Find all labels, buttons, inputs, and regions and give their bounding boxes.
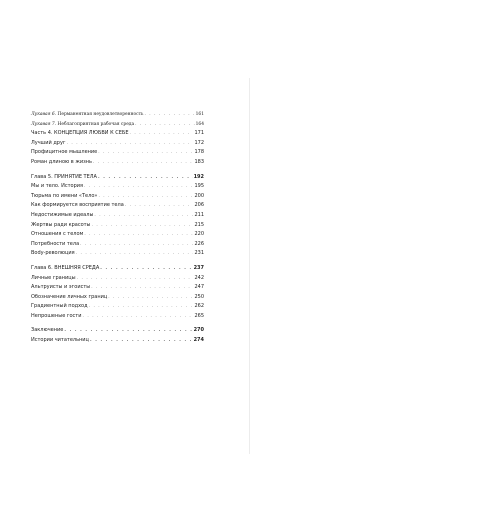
toc-entry-title: Личные границы (31, 274, 76, 281)
toc-leader-dots (67, 141, 194, 145)
toc-leader-dots (90, 338, 193, 342)
toc-leader-dots (64, 328, 192, 332)
toc-leader-dots (98, 175, 193, 179)
toc-entry-title-text: Неблагоприятная рабочая среда (57, 121, 135, 127)
toc-page-number: 172 (194, 139, 204, 146)
toc-page-number: 206 (194, 202, 204, 209)
toc-page-number: 231 (194, 250, 204, 257)
toc-page-number: 164 (195, 121, 204, 127)
toc-page-number: 247 (194, 284, 204, 291)
toc-leader-dots (144, 112, 194, 116)
toc-leader-dots (93, 160, 193, 164)
toc-page-number: 226 (194, 240, 204, 247)
toc-entry[interactable] (31, 314, 204, 324)
toc-entry-prefix: Лукавая 6. (31, 112, 57, 117)
toc-leader-dots (77, 276, 194, 280)
toc-entry[interactable] (31, 160, 204, 170)
toc-entry-title: Альтруисты и эгоисты (31, 284, 91, 291)
toc-leader-dots (84, 184, 193, 188)
toc-leader-dots (98, 194, 193, 198)
toc-entry-title: Часть 4. КОНЦЕПЦИЯ ЛЮБВИ К СЕБЕ (31, 130, 129, 137)
toc-page-number: 195 (194, 183, 204, 190)
toc-page-number: 161 (195, 112, 204, 117)
toc-page-number: 270 (193, 327, 204, 334)
toc-entry-title: Градиентный подход (31, 303, 88, 310)
toc-page-number: 265 (194, 312, 204, 319)
toc-entry-title: Недостижимые идеалы (31, 211, 94, 218)
toc-entry-prefix: Лукавая 7. (31, 121, 57, 127)
toc-leader-dots (108, 295, 193, 299)
toc-entry-title-text: Перманентная неудовлетворенность (57, 112, 144, 117)
toc-entry-title: Мы и тело. История (31, 183, 84, 190)
toc-page-number: 183 (194, 158, 204, 165)
toc-page-number: 215 (194, 221, 204, 228)
toc-page-number: 178 (194, 149, 204, 156)
toc-page-number: 192 (193, 173, 204, 180)
toc-leader-dots (130, 131, 194, 135)
toc-leader-dots (94, 213, 193, 217)
toc-entry-title: Профицитное мышление (31, 149, 98, 156)
book-spine (249, 78, 250, 454)
toc-leader-dots (80, 242, 193, 246)
toc-entry-title: Обозначение личных границ (31, 293, 108, 300)
toc-entry-title: Глава 5. ПРИНЯТИЕ ТЕЛА (31, 173, 97, 180)
table-of-contents (31, 112, 204, 348)
toc-page-number: 250 (194, 293, 204, 300)
toc-leader-dots (100, 266, 192, 270)
toc-entry-title: Отношения с телом (31, 231, 84, 238)
toc-entry-title: Истории читательниц (31, 337, 89, 344)
toc-page-number: 237 (193, 264, 204, 271)
toc-entry-title: Как формируется восприятие тела (31, 202, 124, 209)
toc-entry-title: Роман длиною в жизнь (31, 158, 92, 165)
toc-entry-title (31, 113, 143, 117)
toc-entry[interactable] (31, 251, 204, 261)
toc-leader-dots (98, 150, 193, 154)
toc-entry-title: Лучший друг (31, 139, 66, 146)
toc-leader-dots (84, 232, 193, 236)
toc-leader-dots (76, 251, 194, 255)
toc-chapter-entry[interactable] (31, 338, 204, 348)
toc-entry-title: Тюрьма по имени «Тело» (31, 192, 98, 199)
toc-entry-title (31, 123, 134, 127)
toc-page-number: 220 (194, 231, 204, 238)
toc-entry-title: Жертвы ради красоты (31, 221, 91, 228)
toc-entry[interactable] (31, 112, 204, 122)
toc-entry-title: Глава 6. ВНЕШНЯЯ СРЕДА (31, 264, 100, 271)
toc-leader-dots (89, 304, 194, 308)
toc-page-number: 171 (194, 130, 204, 137)
toc-leader-dots (82, 314, 193, 318)
toc-page-number: 242 (194, 274, 204, 281)
toc-leader-dots (125, 203, 194, 207)
toc-page-number: 262 (194, 303, 204, 310)
toc-page-number: 274 (193, 337, 204, 344)
toc-entry-title: Потребности тела (31, 240, 80, 247)
toc-page-number: 200 (194, 192, 204, 199)
toc-page-number: 211 (194, 211, 204, 218)
toc-leader-dots (92, 223, 194, 227)
toc-leader-dots (91, 285, 193, 289)
toc-leader-dots (135, 122, 194, 126)
toc-entry-title: Body-революция (31, 250, 75, 257)
toc-entry-title: Заключение (31, 327, 64, 334)
toc-entry-title: Непрошеные гости (31, 312, 82, 319)
